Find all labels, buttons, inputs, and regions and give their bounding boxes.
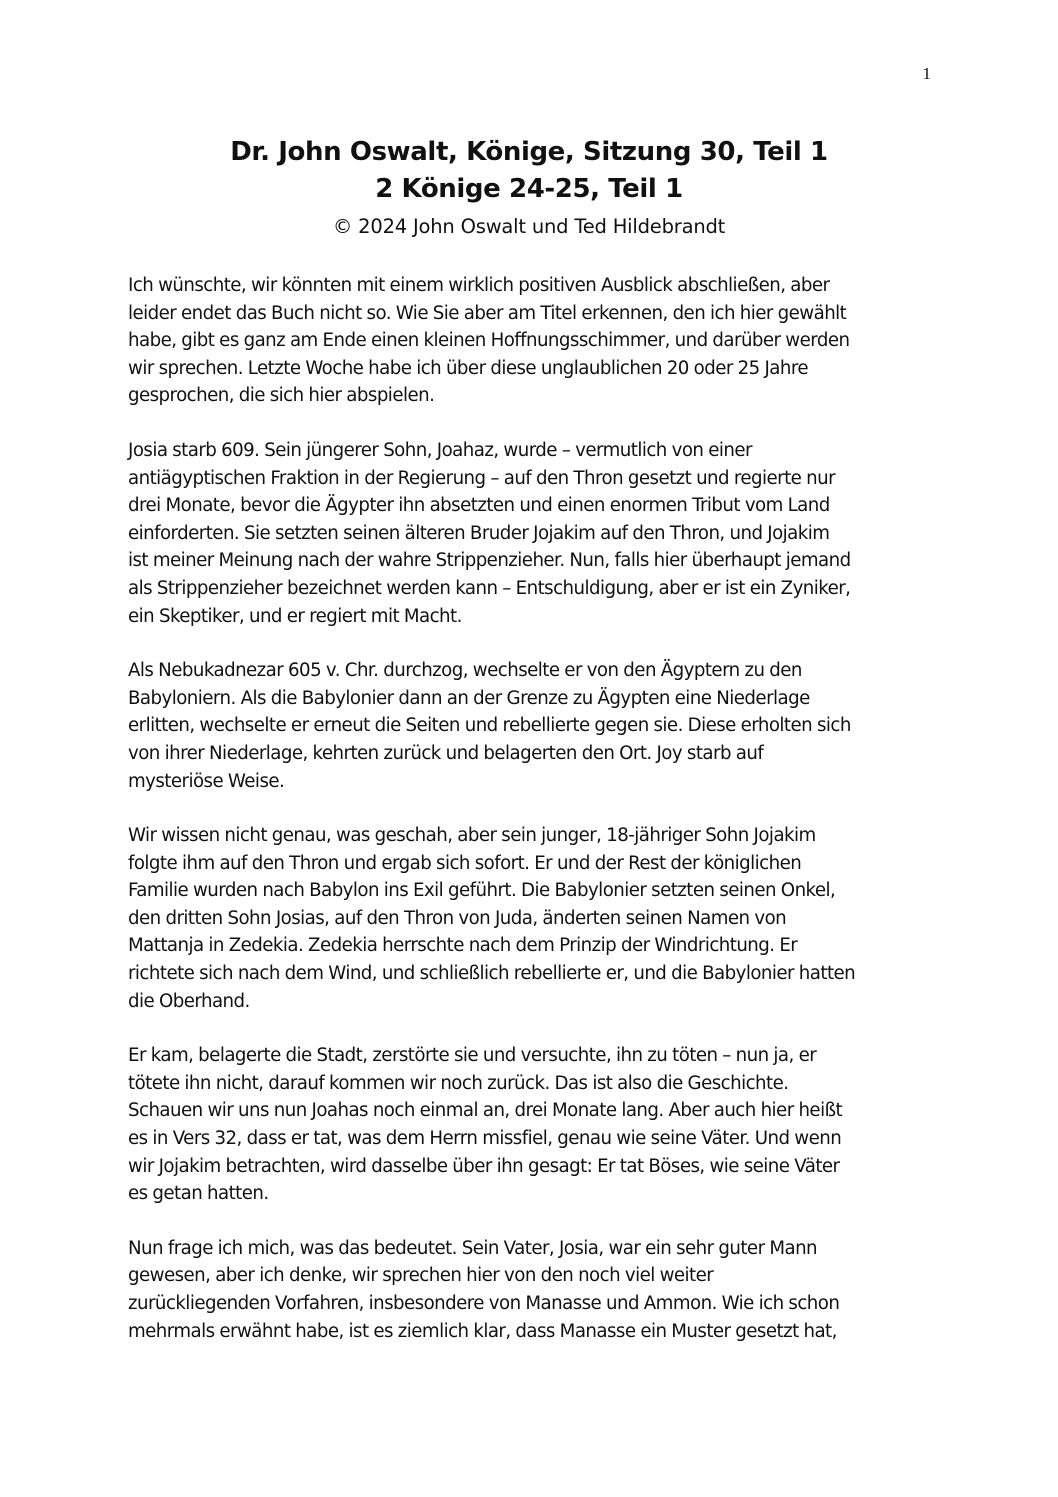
- text-line: ist meiner Meinung nach der wahre Strippenzieher. Nun, falls hier überhaupt jemand: [128, 550, 851, 572]
- text-line: Wir wissen nicht genau, was geschah, aber sein junger, 18-jähriger Sohn Jojakim: [128, 825, 816, 847]
- page-number: 1: [922, 64, 931, 83]
- text-line: erlitten, wechselte er erneut die Seiten und rebellierte gegen sie. Diese erholten sich: [128, 715, 851, 737]
- text-line: von ihrer Niederlage, kehrten zurück und belagerten den Ort. Joy starb auf: [128, 742, 764, 764]
- paragraph-6: [128, 1235, 933, 1345]
- text-line: antiägyptischen Fraktion in der Regierung – auf den Thron gesetzt und regierte nur: [128, 467, 836, 489]
- document-subtitle: 2 Könige 24-25, Teil 1: [375, 174, 683, 204]
- text-line: Josia starb 609. Sein jüngerer Sohn, Joahaz, wurde – vermutlich von einer: [128, 439, 752, 461]
- text-line: den dritten Sohn Josias, auf den Thron von Juda, änderten seinen Namen von: [128, 907, 787, 929]
- document-body: [128, 272, 933, 1372]
- paragraph-1: [128, 272, 933, 410]
- text-line: Mattanja in Zedekia. Zedekia herrschte nach dem Prinzip der Windrichtung. Er: [128, 935, 798, 957]
- paragraph-4: [128, 822, 933, 1015]
- copyright-notice: © 2024 John Oswalt und Ted Hildebrandt: [332, 215, 726, 238]
- text-line: mysteriöse Weise.: [128, 770, 285, 792]
- document-title: Dr. John Oswalt, Könige, Sitzung 30, Teil 1: [230, 137, 828, 167]
- text-line: habe, gibt es ganz am Ende einen kleinen Hoffnungsschimmer, und darüber werden: [128, 330, 850, 352]
- text-line: die Oberhand.: [128, 990, 250, 1012]
- text-line: Nun frage ich mich, was das bedeutet. Sein Vater, Josia, war ein sehr guter Mann: [128, 1237, 818, 1259]
- text-line: mehrmals erwähnt habe, ist es ziemlich klar, dass Manasse ein Muster gesetzt hat,: [128, 1320, 837, 1342]
- text-line: es in Vers 32, dass er tat, was dem Herrn missfiel, genau wie seine Väter. Und wenn: [128, 1128, 842, 1150]
- paragraph-3: [128, 657, 933, 795]
- text-line: als Strippenzieher bezeichnet werden kann – Entschuldigung, aber er ist ein Zyniker,: [128, 577, 851, 599]
- text-line: Babyloniern. Als die Babylonier dann an der Grenze zu Ägypten eine Niederlage: [128, 687, 810, 709]
- text-line: ein Skeptiker, und er regiert mit Macht.: [128, 605, 462, 627]
- text-line: richtete sich nach dem Wind, und schließlich rebellierte er, und die Babylonier hatten: [128, 963, 856, 985]
- text-line: Ich wünschte, wir könnten mit einem wirklich positiven Ausblick abschließen, aber: [128, 275, 830, 296]
- text-line: Familie wurden nach Babylon ins Exil geführt. Die Babylonier setzten seinen Onkel,: [128, 880, 836, 902]
- text-line: gesprochen, die sich hier abspielen.: [128, 385, 435, 407]
- text-line: Schauen wir uns nun Joahas noch einmal an, drei Monate lang. Aber auch hier heißt: [128, 1100, 843, 1122]
- text-line: leider endet das Buch nicht so. Wie Sie aber am Titel erkennen, den ich hier gewählt: [128, 302, 847, 324]
- text-line: einforderten. Sie setzten seinen älteren Bruder Jojakim auf den Thron, und Jojakim: [128, 522, 830, 544]
- text-line: tötete ihn nicht, darauf kommen wir noch zurück. Das ist also die Geschichte.: [128, 1072, 789, 1094]
- text-line: wir sprechen. Letzte Woche habe ich über diese unglaublichen 20 oder 25 Jahre: [128, 357, 809, 379]
- text-line: drei Monate, bevor die Ägypter ihn absetzten und einen enormen Tribut vom Land: [128, 495, 830, 517]
- paragraph-5: [128, 1042, 933, 1208]
- text-line: gewesen, aber ich denke, wir sprechen hier von den noch viel weiter: [128, 1265, 714, 1287]
- text-line: wir Jojakim betrachten, wird dasselbe über ihn gesagt: Er tat Böses, wie seine Väter: [128, 1155, 840, 1177]
- text-line: Als Nebukadnezar 605 v. Chr. durchzog, wechselte er von den Ägyptern zu den: [128, 660, 802, 682]
- document-header: [0, 134, 1058, 241]
- paragraph-2: [128, 437, 933, 630]
- text-line: zurückliegenden Vorfahren, insbesondere von Manasse und Ammon. Wie ich schon: [128, 1293, 840, 1314]
- text-line: es getan hatten.: [128, 1183, 269, 1205]
- text-line: Er kam, belagerte die Stadt, zerstörte sie und versuchte, ihn zu töten – nun ja, er: [128, 1045, 817, 1067]
- text-line: folgte ihm auf den Thron und ergab sich sofort. Er und der Rest der königlichen: [128, 852, 802, 874]
